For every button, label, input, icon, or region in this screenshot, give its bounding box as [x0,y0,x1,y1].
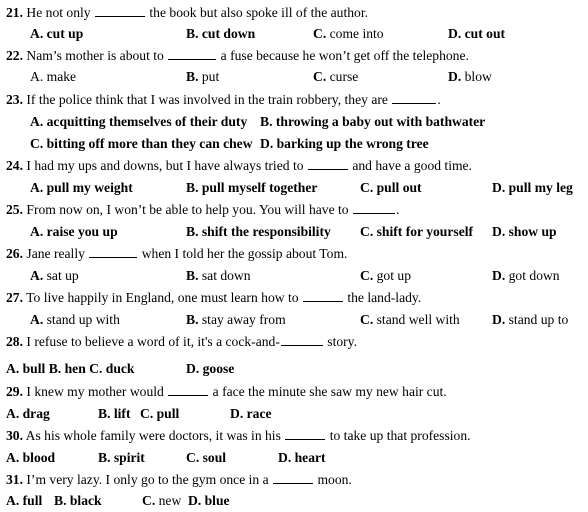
question-28 [6,331,357,353]
question-stem-end: a face the minute she saw my new hair cut. [212,384,447,399]
question-number: 23. [6,92,23,107]
option-c[interactable]: C. got up [360,268,411,283]
question-stem-end: to take up that profession. [329,428,471,443]
answer-blank[interactable] [273,469,313,484]
option-b[interactable]: B. black [54,493,102,508]
answer-blank[interactable] [168,45,216,60]
answer-blank[interactable] [303,287,343,302]
question-number: 30. [6,428,23,443]
option-c[interactable]: C. curse [313,69,359,84]
question-number: 29. [6,384,23,399]
option-c[interactable]: C. shift for yourself [360,224,474,239]
question-number: 27. [6,290,23,305]
question-number: 25. [6,202,23,217]
question-stem-end: moon. [317,472,352,487]
option-d[interactable]: D. pull my leg [492,180,573,195]
option-b[interactable]: B. shift the responsibility [186,224,331,239]
option-b[interactable]: B. cut down [186,26,256,41]
option-b[interactable]: B. sat down [186,268,251,283]
question-stem: I had my ups and downs, but I have always tried to [26,158,304,173]
option-a[interactable]: A. full [6,493,43,508]
question-stem: As his whole family were doctors, it was in his [25,428,281,443]
question-stem: I refuse to believe a word of it, it's a cock-and- [26,334,280,349]
question-stem-end: the land-lady. [347,290,422,305]
answer-blank[interactable] [285,425,325,440]
question-stem-end: . [396,202,400,217]
question-31 [6,469,352,491]
answer-blank[interactable] [89,243,137,258]
question-stem: From now on, I won’t be able to help you. You will have to [26,202,349,217]
answer-blank[interactable] [95,2,145,17]
question-number: 22. [6,48,23,63]
question-29 [6,381,447,403]
question-stem: I knew my mother would [26,384,164,399]
question-number: 24. [6,158,23,173]
question-stem-end: a fuse because he won’t get off the telephone. [220,48,469,63]
option-d[interactable]: D. got down [492,268,560,283]
option-c[interactable]: C. pull out [360,180,422,195]
question-30 [6,425,471,447]
option-a[interactable]: A. raise you up [30,224,118,239]
option-d[interactable]: D. stand up to [492,312,569,327]
option-c[interactable]: C. pull [140,406,180,421]
question-number: 26. [6,246,23,261]
option-a[interactable]: A. pull my weight [30,180,133,195]
answer-blank[interactable] [168,381,208,396]
option-b[interactable]: B. stay away from [186,312,286,327]
question-stem: Jane really [26,246,85,261]
option-d[interactable]: D. heart [278,450,326,465]
option-a[interactable]: A. sat up [30,268,79,283]
option-b[interactable]: B. hen [48,361,86,376]
option-c[interactable]: C. duck [89,361,135,376]
option-b[interactable]: B. throwing a baby out with bathwater [260,114,486,129]
question-number: 21. [6,5,23,20]
option-a[interactable]: A. stand up with [30,312,120,327]
option-d[interactable]: D. blow [448,69,492,84]
question-stem-end: when I told her the gossip about Tom. [141,246,348,261]
question-stem: I’m very lazy. I only go to the gym once in a [26,472,269,487]
option-c[interactable]: C. soul [186,450,227,465]
option-a[interactable]: A. blood [6,450,56,465]
option-b[interactable]: B. pull myself together [186,180,318,195]
answer-blank[interactable] [308,155,348,170]
option-d[interactable]: D. blue [188,493,230,508]
question-27 [6,287,421,309]
question-25 [6,199,399,221]
answer-blank[interactable] [281,331,323,346]
question-stem: Nam’s mother is about to [26,48,164,63]
answer-blank[interactable] [353,199,395,214]
question-number: 31. [6,472,23,487]
option-d[interactable]: D. race [230,406,272,421]
option-a[interactable]: A. make [30,69,77,84]
option-a[interactable]: A. acquitting themselves of their duty [30,114,248,129]
option-b[interactable]: B. lift [98,406,131,421]
option-b[interactable]: B. put [186,69,220,84]
option-d[interactable]: D. cut out [448,26,506,41]
option-a[interactable]: A. bull [6,361,46,376]
question-stem-end: and have a good time. [352,158,472,173]
option-c[interactable]: C. stand well with [360,312,460,327]
question-stem: If the police think that I was involved in the train robbery, they are [26,92,388,107]
option-c[interactable]: C. bitting off more than they can chew [30,136,253,151]
option-c[interactable]: C. come into [313,26,384,41]
option-b[interactable]: B. spirit [98,450,145,465]
option-a[interactable]: A. cut up [30,26,84,41]
question-stem: To live happily in England, one must learn how to [26,290,299,305]
question-24 [6,155,472,177]
option-a[interactable]: A. drag [6,406,50,421]
answer-blank[interactable] [392,89,436,104]
option-d[interactable]: D. barking up the wrong tree [260,136,429,151]
option-d[interactable]: D. goose [186,361,235,376]
question-21 [6,2,368,24]
question-stem: He not only [26,5,91,20]
question-22 [6,45,469,67]
question-26 [6,243,347,265]
options-28 [6,358,235,380]
option-d[interactable]: D. show up [492,224,557,239]
question-stem-end: . [437,92,441,107]
question-stem-end: the book but also spoke ill of the author. [149,5,369,20]
option-c[interactable]: C. new [142,493,182,508]
question-number: 28. [6,334,23,349]
question-23 [6,89,441,111]
question-stem-end: story. [327,334,357,349]
